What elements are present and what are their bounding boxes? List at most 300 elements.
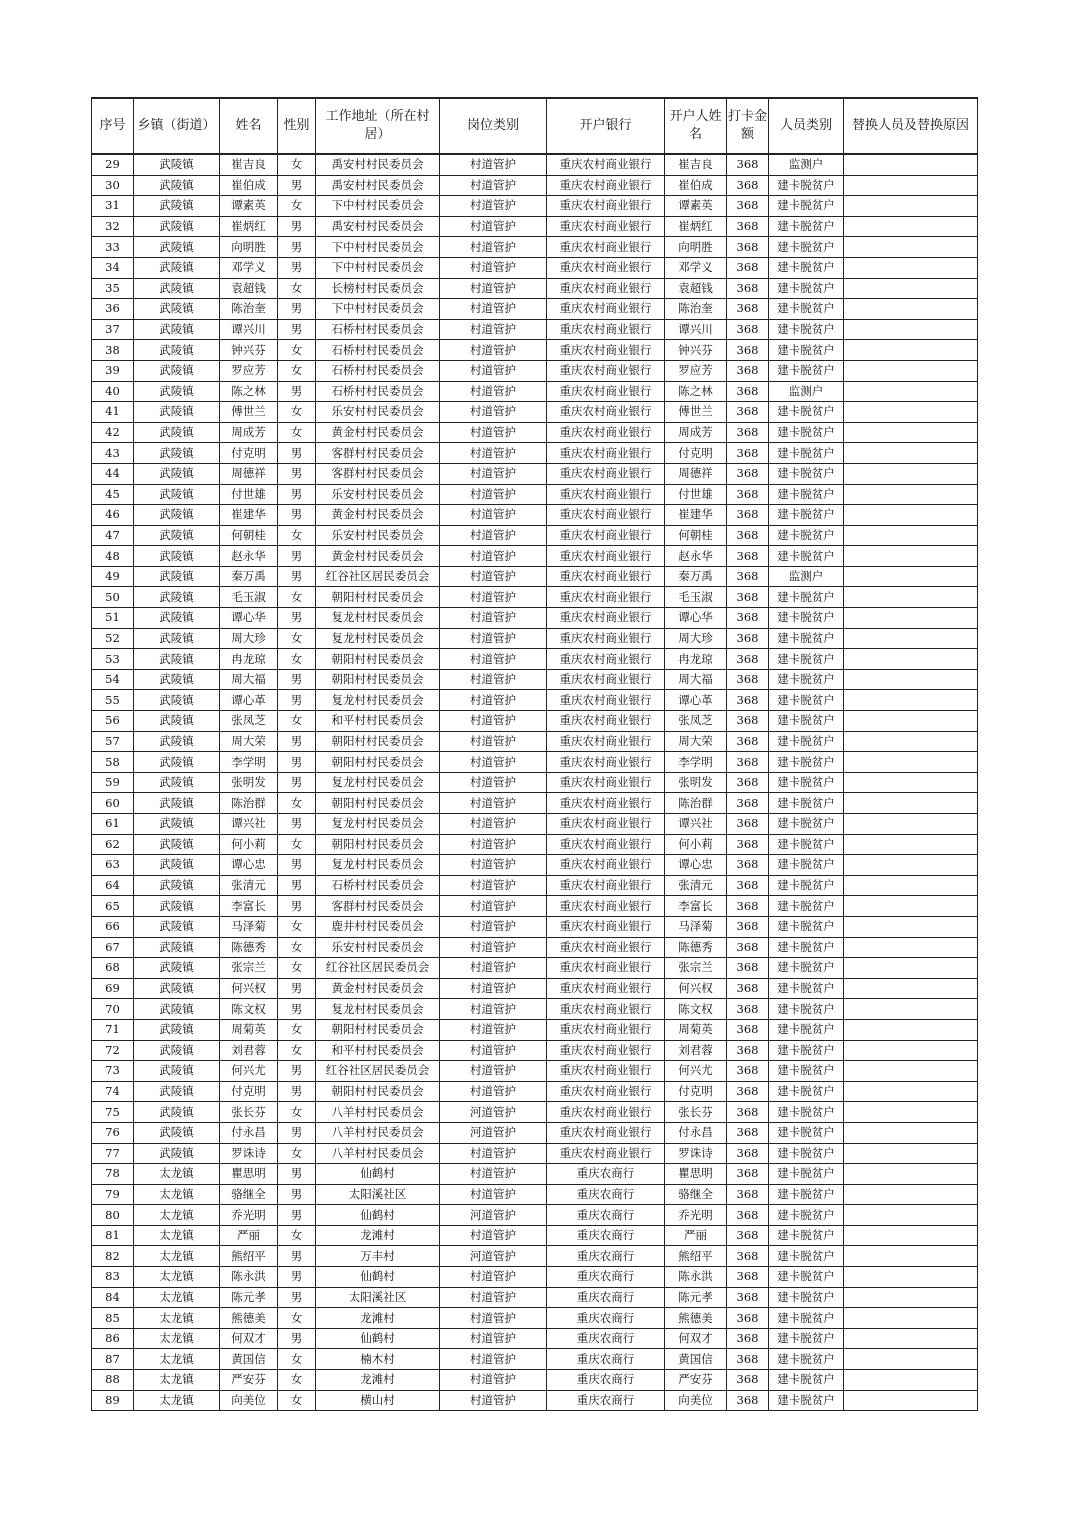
name-cell: 傅世兰 <box>220 402 278 423</box>
address-cell: 下中村村民委员会 <box>316 299 440 320</box>
table-row <box>92 752 978 773</box>
post-type-cell: 村道管护 <box>440 649 547 670</box>
bank-cell: 重庆农村商业银行 <box>547 793 665 814</box>
table-row <box>92 525 978 546</box>
amount-cell: 368 <box>727 1061 769 1082</box>
category-cell: 建卡脱贫户 <box>769 1143 844 1164</box>
bank-cell: 重庆农商行 <box>547 1267 665 1288</box>
gender-cell: 女 <box>278 278 316 299</box>
town-cell: 武陵镇 <box>134 1143 220 1164</box>
replacement-cell <box>844 937 978 958</box>
table-row <box>92 422 978 443</box>
account-holder-cell: 张长芬 <box>665 1102 727 1123</box>
seq-cell: 63 <box>92 855 134 876</box>
replacement-cell <box>844 855 978 876</box>
account-holder-cell: 骆继全 <box>665 1184 727 1205</box>
gender-cell: 男 <box>278 608 316 629</box>
replacement-cell <box>844 896 978 917</box>
post-type-cell: 村道管护 <box>440 711 547 732</box>
town-cell: 武陵镇 <box>134 257 220 278</box>
table-row <box>92 628 978 649</box>
table-header <box>92 98 978 154</box>
table-row <box>92 402 978 423</box>
name-cell: 付世雄 <box>220 484 278 505</box>
town-cell: 武陵镇 <box>134 1081 220 1102</box>
gender-cell: 女 <box>278 402 316 423</box>
name-cell: 周德祥 <box>220 463 278 484</box>
gender-cell: 男 <box>278 1205 316 1226</box>
amount-cell: 368 <box>727 1349 769 1370</box>
replacement-cell <box>844 566 978 587</box>
seq-cell: 39 <box>92 360 134 381</box>
replacement-cell <box>844 443 978 464</box>
seq-cell: 36 <box>92 299 134 320</box>
bank-cell: 重庆农商行 <box>547 1205 665 1226</box>
gender-cell: 女 <box>278 1102 316 1123</box>
seq-cell: 57 <box>92 731 134 752</box>
table-row <box>92 196 978 217</box>
amount-cell: 368 <box>727 731 769 752</box>
table-row <box>92 1328 978 1349</box>
table-row <box>92 463 978 484</box>
seq-cell: 69 <box>92 978 134 999</box>
account-holder-cell: 谭心忠 <box>665 855 727 876</box>
bank-cell: 重庆农村商业银行 <box>547 278 665 299</box>
amount-cell: 368 <box>727 1122 769 1143</box>
bank-cell: 重庆农村商业银行 <box>547 525 665 546</box>
name-cell: 谭素英 <box>220 196 278 217</box>
category-cell: 建卡脱贫户 <box>769 958 844 979</box>
gender-cell: 男 <box>278 299 316 320</box>
address-cell: 鹿井村村民委员会 <box>316 916 440 937</box>
replacement-cell <box>844 1019 978 1040</box>
address-cell: 禹安村村民委员会 <box>316 154 440 175</box>
name-cell: 周大荣 <box>220 731 278 752</box>
gender-cell: 男 <box>278 1061 316 1082</box>
table-row <box>92 1019 978 1040</box>
post-type-cell: 村道管护 <box>440 566 547 587</box>
town-cell: 武陵镇 <box>134 916 220 937</box>
post-type-cell: 村道管护 <box>440 999 547 1020</box>
replacement-cell <box>844 834 978 855</box>
category-cell: 建卡脱贫户 <box>769 216 844 237</box>
post-type-cell: 村道管护 <box>440 978 547 999</box>
seq-cell: 68 <box>92 958 134 979</box>
category-cell: 监测户 <box>769 381 844 402</box>
gender-cell: 男 <box>278 1081 316 1102</box>
post-type-cell: 村道管护 <box>440 319 547 340</box>
replacement-cell <box>844 958 978 979</box>
address-cell: 乐安村村民委员会 <box>316 525 440 546</box>
gender-cell: 男 <box>278 319 316 340</box>
replacement-cell <box>844 154 978 175</box>
replacement-cell <box>844 175 978 196</box>
personnel-table <box>91 97 978 1411</box>
name-cell: 罗应芳 <box>220 360 278 381</box>
name-cell: 赵永华 <box>220 546 278 567</box>
seq-cell: 38 <box>92 340 134 361</box>
col-gender-header: 性别 <box>278 98 316 154</box>
bank-cell: 重庆农商行 <box>547 1287 665 1308</box>
town-cell: 武陵镇 <box>134 237 220 258</box>
category-cell: 监测户 <box>769 566 844 587</box>
post-type-cell: 村道管护 <box>440 608 547 629</box>
post-type-cell: 村道管护 <box>440 814 547 835</box>
town-cell: 武陵镇 <box>134 175 220 196</box>
replacement-cell <box>844 463 978 484</box>
name-cell: 骆继全 <box>220 1184 278 1205</box>
amount-cell: 368 <box>727 896 769 917</box>
address-cell: 石桥村村民委员会 <box>316 340 440 361</box>
amount-cell: 368 <box>727 299 769 320</box>
amount-cell: 368 <box>727 257 769 278</box>
category-cell: 建卡脱贫户 <box>769 1267 844 1288</box>
bank-cell: 重庆农村商业银行 <box>547 196 665 217</box>
table-row <box>92 1267 978 1288</box>
name-cell: 周大福 <box>220 669 278 690</box>
name-cell: 周大珍 <box>220 628 278 649</box>
address-cell: 长榜村村民委员会 <box>316 278 440 299</box>
address-cell: 客群村村民委员会 <box>316 443 440 464</box>
category-cell: 建卡脱贫户 <box>769 340 844 361</box>
account-holder-cell: 谭兴社 <box>665 814 727 835</box>
account-holder-cell: 周大福 <box>665 669 727 690</box>
post-type-cell: 村道管护 <box>440 278 547 299</box>
post-type-cell: 村道管护 <box>440 1225 547 1246</box>
amount-cell: 368 <box>727 1102 769 1123</box>
town-cell: 武陵镇 <box>134 1061 220 1082</box>
address-cell: 乐安村村民委员会 <box>316 937 440 958</box>
category-cell: 建卡脱贫户 <box>769 257 844 278</box>
table-row <box>92 1349 978 1370</box>
bank-cell: 重庆农村商业银行 <box>547 340 665 361</box>
address-cell: 朝阳村村民委员会 <box>316 731 440 752</box>
bank-cell: 重庆农村商业银行 <box>547 896 665 917</box>
replacement-cell <box>844 360 978 381</box>
town-cell: 太龙镇 <box>134 1390 220 1411</box>
address-cell: 仙鹤村 <box>316 1164 440 1185</box>
town-cell: 太龙镇 <box>134 1246 220 1267</box>
table-row <box>92 505 978 526</box>
name-cell: 崔炳红 <box>220 216 278 237</box>
name-cell: 何朝桂 <box>220 525 278 546</box>
seq-cell: 59 <box>92 772 134 793</box>
replacement-cell <box>844 1246 978 1267</box>
address-cell: 朝阳村村民委员会 <box>316 669 440 690</box>
seq-cell: 84 <box>92 1287 134 1308</box>
gender-cell: 男 <box>278 690 316 711</box>
town-cell: 太龙镇 <box>134 1308 220 1329</box>
name-cell: 崔吉良 <box>220 154 278 175</box>
amount-cell: 368 <box>727 1143 769 1164</box>
post-type-cell: 村道管护 <box>440 505 547 526</box>
category-cell: 建卡脱贫户 <box>769 608 844 629</box>
gender-cell: 女 <box>278 793 316 814</box>
post-type-cell: 村道管护 <box>440 340 547 361</box>
category-cell: 建卡脱贫户 <box>769 278 844 299</box>
account-holder-cell: 何朝桂 <box>665 525 727 546</box>
replacement-cell <box>844 1308 978 1329</box>
town-cell: 武陵镇 <box>134 669 220 690</box>
amount-cell: 368 <box>727 711 769 732</box>
town-cell: 武陵镇 <box>134 731 220 752</box>
col-replacement-header: 替换人员及替换原因 <box>844 98 978 154</box>
town-cell: 武陵镇 <box>134 546 220 567</box>
post-type-cell: 村道管护 <box>440 669 547 690</box>
gender-cell: 女 <box>278 937 316 958</box>
category-cell: 建卡脱贫户 <box>769 546 844 567</box>
account-holder-cell: 谭兴川 <box>665 319 727 340</box>
address-cell: 太阳溪社区 <box>316 1287 440 1308</box>
category-cell: 监测户 <box>769 154 844 175</box>
post-type-cell: 村道管护 <box>440 1267 547 1288</box>
category-cell: 建卡脱贫户 <box>769 1164 844 1185</box>
name-cell: 张宗兰 <box>220 958 278 979</box>
name-cell: 张明发 <box>220 772 278 793</box>
category-cell: 建卡脱贫户 <box>769 484 844 505</box>
town-cell: 武陵镇 <box>134 1122 220 1143</box>
seq-cell: 62 <box>92 834 134 855</box>
bank-cell: 重庆农村商业银行 <box>547 587 665 608</box>
replacement-cell <box>844 731 978 752</box>
town-cell: 武陵镇 <box>134 628 220 649</box>
post-type-cell: 村道管护 <box>440 381 547 402</box>
account-holder-cell: 李学明 <box>665 752 727 773</box>
name-cell: 何小莉 <box>220 834 278 855</box>
address-cell: 石桥村村民委员会 <box>316 360 440 381</box>
seq-cell: 72 <box>92 1040 134 1061</box>
table-row <box>92 608 978 629</box>
account-holder-cell: 周成芳 <box>665 422 727 443</box>
replacement-cell <box>844 216 978 237</box>
name-cell: 付克明 <box>220 443 278 464</box>
address-cell: 和平村村民委员会 <box>316 1040 440 1061</box>
town-cell: 太龙镇 <box>134 1328 220 1349</box>
bank-cell: 重庆农村商业银行 <box>547 237 665 258</box>
table-row <box>92 237 978 258</box>
table-row <box>92 1205 978 1226</box>
town-cell: 武陵镇 <box>134 443 220 464</box>
name-cell: 谭心华 <box>220 608 278 629</box>
amount-cell: 368 <box>727 628 769 649</box>
account-holder-cell: 谭心华 <box>665 608 727 629</box>
post-type-cell: 河道管护 <box>440 1102 547 1123</box>
table-row <box>92 999 978 1020</box>
address-cell: 仙鹤村 <box>316 1328 440 1349</box>
name-cell: 毛玉淑 <box>220 587 278 608</box>
seq-cell: 88 <box>92 1370 134 1391</box>
seq-cell: 81 <box>92 1225 134 1246</box>
gender-cell: 男 <box>278 443 316 464</box>
seq-cell: 55 <box>92 690 134 711</box>
account-holder-cell: 毛玉淑 <box>665 587 727 608</box>
post-type-cell: 村道管护 <box>440 1061 547 1082</box>
table-row <box>92 1287 978 1308</box>
post-type-cell: 村道管护 <box>440 257 547 278</box>
account-holder-cell: 邓学义 <box>665 257 727 278</box>
account-holder-cell: 何小莉 <box>665 834 727 855</box>
gender-cell: 男 <box>278 772 316 793</box>
address-cell: 复龙村村民委员会 <box>316 855 440 876</box>
seq-cell: 74 <box>92 1081 134 1102</box>
amount-cell: 368 <box>727 360 769 381</box>
amount-cell: 368 <box>727 1225 769 1246</box>
account-holder-cell: 向美位 <box>665 1390 727 1411</box>
name-cell: 陈德秀 <box>220 937 278 958</box>
account-holder-cell: 付世雄 <box>665 484 727 505</box>
post-type-cell: 村道管护 <box>440 1328 547 1349</box>
town-cell: 武陵镇 <box>134 299 220 320</box>
gender-cell: 女 <box>278 1349 316 1370</box>
address-cell: 石桥村村民委员会 <box>316 875 440 896</box>
table-row <box>92 731 978 752</box>
bank-cell: 重庆农村商业银行 <box>547 1081 665 1102</box>
name-cell: 何兴尤 <box>220 1061 278 1082</box>
table-row <box>92 1184 978 1205</box>
category-cell: 建卡脱贫户 <box>769 752 844 773</box>
gender-cell: 女 <box>278 1308 316 1329</box>
replacement-cell <box>844 711 978 732</box>
category-cell: 建卡脱贫户 <box>769 1205 844 1226</box>
post-type-cell: 村道管护 <box>440 216 547 237</box>
replacement-cell <box>844 340 978 361</box>
replacement-cell <box>844 978 978 999</box>
account-holder-cell: 李富长 <box>665 896 727 917</box>
table-row <box>92 566 978 587</box>
replacement-cell <box>844 649 978 670</box>
seq-cell: 77 <box>92 1143 134 1164</box>
account-holder-cell: 崔建华 <box>665 505 727 526</box>
amount-cell: 368 <box>727 1246 769 1267</box>
address-cell: 八羊村村民委员会 <box>316 1122 440 1143</box>
seq-cell: 86 <box>92 1328 134 1349</box>
name-cell: 陈元孝 <box>220 1287 278 1308</box>
account-holder-cell: 周大荣 <box>665 731 727 752</box>
replacement-cell <box>844 1225 978 1246</box>
name-cell: 崔建华 <box>220 505 278 526</box>
col-amount-header: 打卡金额 <box>727 98 769 154</box>
name-cell: 陈之林 <box>220 381 278 402</box>
account-holder-cell: 严丽 <box>665 1225 727 1246</box>
account-holder-cell: 付克明 <box>665 443 727 464</box>
account-holder-cell: 崔炳红 <box>665 216 727 237</box>
address-cell: 黄金村村民委员会 <box>316 505 440 526</box>
replacement-cell <box>844 381 978 402</box>
replacement-cell <box>844 1349 978 1370</box>
gender-cell: 男 <box>278 566 316 587</box>
replacement-cell <box>844 1081 978 1102</box>
bank-cell: 重庆农商行 <box>547 1349 665 1370</box>
name-cell: 秦万禹 <box>220 566 278 587</box>
seq-cell: 33 <box>92 237 134 258</box>
town-cell: 武陵镇 <box>134 216 220 237</box>
gender-cell: 女 <box>278 958 316 979</box>
amount-cell: 368 <box>727 1267 769 1288</box>
account-holder-cell: 崔伯成 <box>665 175 727 196</box>
table-row <box>92 278 978 299</box>
seq-cell: 65 <box>92 896 134 917</box>
account-holder-cell: 张凤芝 <box>665 711 727 732</box>
seq-cell: 79 <box>92 1184 134 1205</box>
seq-cell: 87 <box>92 1349 134 1370</box>
table-row <box>92 216 978 237</box>
post-type-cell: 村道管护 <box>440 175 547 196</box>
table-row <box>92 814 978 835</box>
category-cell: 建卡脱贫户 <box>769 1287 844 1308</box>
town-cell: 武陵镇 <box>134 505 220 526</box>
table-row <box>92 1246 978 1267</box>
address-cell: 复龙村村民委员会 <box>316 690 440 711</box>
table-row <box>92 958 978 979</box>
seq-cell: 89 <box>92 1390 134 1411</box>
name-cell: 向明胜 <box>220 237 278 258</box>
address-cell: 仙鹤村 <box>316 1205 440 1226</box>
name-cell: 何双才 <box>220 1328 278 1349</box>
gender-cell: 男 <box>278 855 316 876</box>
post-type-cell: 村道管护 <box>440 443 547 464</box>
col-category-header: 人员类别 <box>769 98 844 154</box>
seq-cell: 32 <box>92 216 134 237</box>
gender-cell: 女 <box>278 628 316 649</box>
post-type-cell: 村道管护 <box>440 154 547 175</box>
seq-cell: 37 <box>92 319 134 340</box>
category-cell: 建卡脱贫户 <box>769 1122 844 1143</box>
replacement-cell <box>844 669 978 690</box>
town-cell: 武陵镇 <box>134 1102 220 1123</box>
replacement-cell <box>844 1328 978 1349</box>
gender-cell: 男 <box>278 875 316 896</box>
category-cell: 建卡脱贫户 <box>769 1040 844 1061</box>
address-cell: 和平村村民委员会 <box>316 711 440 732</box>
col-post-header: 岗位类别 <box>440 98 547 154</box>
address-cell: 朝阳村村民委员会 <box>316 587 440 608</box>
address-cell: 朝阳村村民委员会 <box>316 752 440 773</box>
seq-cell: 73 <box>92 1061 134 1082</box>
town-cell: 武陵镇 <box>134 587 220 608</box>
amount-cell: 368 <box>727 772 769 793</box>
account-holder-cell: 罗应芳 <box>665 360 727 381</box>
post-type-cell: 村道管护 <box>440 463 547 484</box>
account-holder-cell: 付永昌 <box>665 1122 727 1143</box>
replacement-cell <box>844 1061 978 1082</box>
gender-cell: 男 <box>278 896 316 917</box>
bank-cell: 重庆农村商业银行 <box>547 814 665 835</box>
seq-cell: 52 <box>92 628 134 649</box>
replacement-cell <box>844 319 978 340</box>
category-cell: 建卡脱贫户 <box>769 299 844 320</box>
address-cell: 石桥村村民委员会 <box>316 381 440 402</box>
address-cell: 禹安村村民委员会 <box>316 216 440 237</box>
name-cell: 李学明 <box>220 752 278 773</box>
account-holder-cell: 崔吉良 <box>665 154 727 175</box>
post-type-cell: 河道管护 <box>440 1246 547 1267</box>
post-type-cell: 村道管护 <box>440 1164 547 1185</box>
name-cell: 严丽 <box>220 1225 278 1246</box>
gender-cell: 男 <box>278 1184 316 1205</box>
category-cell: 建卡脱贫户 <box>769 855 844 876</box>
table-row <box>92 793 978 814</box>
amount-cell: 368 <box>727 319 769 340</box>
seq-cell: 85 <box>92 1308 134 1329</box>
address-cell: 客群村村民委员会 <box>316 896 440 917</box>
seq-cell: 60 <box>92 793 134 814</box>
name-cell: 崔伯成 <box>220 175 278 196</box>
gender-cell: 女 <box>278 834 316 855</box>
amount-cell: 368 <box>727 855 769 876</box>
address-cell: 红谷社区居民委员会 <box>316 1061 440 1082</box>
bank-cell: 重庆农村商业银行 <box>547 484 665 505</box>
seq-cell: 80 <box>92 1205 134 1226</box>
